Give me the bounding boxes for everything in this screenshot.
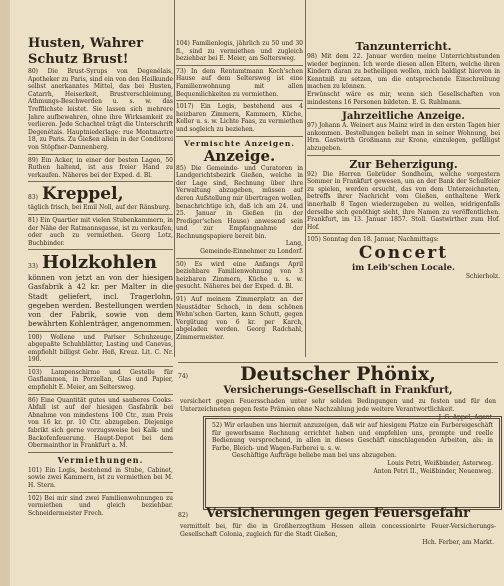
column-rule xyxy=(305,0,306,357)
signer-name: Lang, xyxy=(285,240,303,248)
column-middle xyxy=(176,40,303,360)
ad-98b: Erwünscht wäre es mir, wenn sich Gesellschaften von mindestens 16 Personen bildeten. E. G. Ruhlmann. xyxy=(307,90,500,106)
ad-98: 98) Mit dem 22. Januar werden meine Unterrichtsstunden wieder beginnen. Ich werde diesen allen Eltern, welche ihren Kindern daran zu betheiligen wollen, mich baldigst hiervon in Kenntniß zu setzen, um die entsprechende Einschreibung machen zu können. xyxy=(307,53,500,91)
ad-100: 100) Wollene und Pariser Schuhzeuge, abgepaßte Schuhblätter, Lasting und Canevas, empfiehlt billigst Gebr. Heß, Kreuz. Lit. C. Nr. 190. xyxy=(28,333,173,364)
tanz-title: Tanzunterricht. xyxy=(355,40,452,53)
ad-kreppel: täglich frisch, bei Emil Noll, auf der Ränsburg. xyxy=(28,204,171,212)
ad-holzkohlen: können von jetzt an von der hiesigen Gasfabrik à 42 kr. per Malter in die Stadt geliefert, incl. Tragerlohn, gegeben werden. Bestellungen werden von der Fabrik, sowie von dem bewährten Kohlenträger, angenommen. xyxy=(28,273,173,329)
column-left xyxy=(28,36,173,586)
ad-colonia xyxy=(178,506,498,566)
ad-104: 104) Familienlogis, jährlich zu 50 und 30 fl., sind zu vermiethen und zugleich beziehbar bei E. Meier, am Seltersweg. xyxy=(176,40,303,63)
colonia-title: Versicherungen gegen Feuersgefahr xyxy=(205,506,471,521)
kreppel-title: Kreppel, xyxy=(41,184,124,205)
colonia-agent: Hch. Ferber, am Markt. xyxy=(422,539,494,547)
concert-title: Concert xyxy=(358,242,449,263)
jahr-title: Jahrzeitliche Anzeige. xyxy=(342,111,465,123)
ad-101: 101) Ein Logis, bestehend in Stube, Cabinet, sowie zwei Kammern, ist zu vermiethen bei M. H. Stern. xyxy=(28,466,173,489)
phoenix-subtitle: Versicherungs-Gesellschaft in Frankfurt, xyxy=(223,385,453,396)
colonia-text: vermittelt bei, für die in Großherzogthum Hessen allein concessionirte Feuer-Versicherungs-Gesellschaft Colonia, zugleich für die Stadt Gießen, xyxy=(180,523,496,538)
concert-location: im Leib'schen Locale. xyxy=(352,262,455,273)
ad-86: 86) Eine Quantität gutes und sauberes Cooks-Abfall ist auf der hiesigen Gasfabrik bei Abnahme von mindestens 100 Ctr., zum Preis von 16 kr. pr. 10 Ctr. abzugeben. Diejenige fabrikt sich gerne vorzugsweise bei Kalk- und Backofenfeuerung. Haupt-Depot bei dem Obermainthor in Frankfurt a. M. xyxy=(28,396,173,450)
concert-organizer: Schierholz. xyxy=(465,272,500,280)
notice-signature-2: Anton Petri II., Weißbinder, Neuenweg. xyxy=(373,467,493,475)
ad-97: 97) Johann A. Weinert aus Mainz wird in den ersten Tagen hier ankommen. Bestellungen beliebt man in seiner Wohnung, bei Hrn. Gastwirth Großmann zur Krone, einzulegen, gefälligst abzugeben. xyxy=(307,122,500,152)
ad-103: 103) Lampenschirme und Gestelle für Gasflammen, in Porzellan, Glas und Papier, empfiehlt E. Meier, am Seltersweg. xyxy=(28,368,173,392)
ad-105: 105) Sonntag den 18. Januar, Nachmittags: xyxy=(307,236,439,244)
section-vermischte: Vermischte Anzeigen. xyxy=(184,138,295,148)
ad-92: 92) Die Herren Gebrüder Sondheim, welche vorgestern Sommer in Frankfurt gewesen, um an der Bank der Schulfeier zu spielen, werden ersucht, das von dem Unterzeichneten, betreffs ihrer Nachricht vom Gießen, enthaltene Werk innerhalb 8 Tagen wiederzugeben zu wollen, widrigenfalls derselbe sich genöthigt sieht, ihre Namen zu veröffentlichen. Frankfurt, im 13. Januar 1857. Stoll. Gastwirther zum Hof. Hof. xyxy=(307,170,500,231)
ad-no: 74) xyxy=(178,373,188,380)
ad-phoenix xyxy=(178,362,498,422)
anzeige-title: Anzeige. xyxy=(203,146,276,165)
ad-50: 50) Es wird eine Anfangs April beziehbare Familienwohnung von 3 heizbaren Zimmern, Küche u. s. w. gesucht. Näheres bei der Exped. d. Bl. xyxy=(176,260,303,291)
ad-no: 83) xyxy=(28,194,38,202)
phoenix-agent: J. G. Appel, Agent. xyxy=(438,414,494,422)
ad-102: 102) Bei mir sind zwei Familienwohnungen zu vermiethen und gleich beziehbar. Schneidermeister Frech. xyxy=(28,494,173,517)
column-rule xyxy=(174,0,175,357)
section-vermiethungen: Vermiethungen. xyxy=(57,454,144,465)
column-right xyxy=(307,40,500,360)
notice-text: 52) Wir erlauben uns hiermit anzuzeigen, daß wir auf hiesigem Platze ein Farbereigeschäft für gewerbsame Rechnung errichtet haben und empfehlen uns, prompte und reelle Bedienung versprechend, in allen in dieses Geschäft einschlagenden Arbeiten, als: in Farbe, Bleich- und Wagen-Farberei u. s. w. xyxy=(212,422,493,452)
signer-title: Gemeinde-Einnehmer zu Londorf. xyxy=(200,248,303,256)
ad-no: 82) xyxy=(178,512,188,519)
phoenix-text: versichert gegen Feuersschaden unter sehr soliden Bedingungen und zu festen und für den Unterzeichneten gegen feste Prämien ohne Nachzahlung jede weitere Verantwortlichkeit. xyxy=(180,398,496,413)
holz-title: Holzkohlen xyxy=(41,252,157,274)
husten-title: Husten, Wahrer Schutz Brust! xyxy=(28,36,144,67)
beherzigung-title: Zur Beherzigung. xyxy=(349,157,458,171)
ad-91: 91) Auf meinem Zimmerplatz an der Neustädter Schoch, in dem schönen Wehn'schen Garten, kann Schutt, gegen Vergütung von 6 kr. per Karch, abgeladen werden. Georg Radchahl, Zimmermeister. xyxy=(176,296,303,341)
phoenix-title: Deutscher Phönix, xyxy=(240,363,436,385)
page-edge xyxy=(0,0,10,586)
ad-73: 73) In dem Rentamtmann Koch'schen Hause auf dem Seltersweg ist eine Familienwohnung mit allen Bequemlichkeiten zu vermiethen. xyxy=(176,67,303,98)
ad-85: 85) Die Gemeinde- und Curatoren in Landgerichtsbezirk Gießen, welche in der Lage sind, Rechnung über ihre Verwaltung abzugeben, müssen auf deren Aufstellung mir übertragen wollen, benachrichtige ich, daß ich am 24. und 25. Januar in Gießen (in der Prediger'schen Hause) anwesend sein und zur Empfangnahme der Rechnungspapiere bereit bin. xyxy=(176,164,303,240)
ad-husten: 80) Die Brust-Syrups von Degenélais, Apotheker zu Paris, sind ein von den Heilkunde selbst anerkanntes Mittel, das bei Husten, Catarrh, Heiserkeit, Brustverschleimung, Athmungs-Beschwerden u. s. w. das Trefflichste leistet. Sie lassen sich mehrere Jahre aufbewahren, ohne ihre Wirksamkeit zu verlieren. Jede Schachtel trägt die Unterschrift Degenétais. Hauptniederlage: rue Montmartre 18, zu Paris. Zu Gießen allein in der Conditorei von Stöpfner-Dannenberg. xyxy=(28,68,173,151)
ad-1017: 1017) Ein Logis, bestehend aus 4 heizbaren Zimmern, Kammern, Küche, Keller u. s. w. Lichte Faas, zu vermiethen und sogleich zu beziehen. xyxy=(176,103,303,133)
notice-text-2: Geschäftige Aufträge beliebe man bei uns abzugeben. xyxy=(232,452,397,460)
ad-81: 81) Ein Quartier mit vielen Stubenkammern, in der Nähe der Ratmannsgasse, ist zu verkaufen, oder auch zu vermiethen. Georg Lotz, Buchbinder. xyxy=(28,216,173,247)
notice-signature-1: Louis Petri, Weißbinder, Asterweg. xyxy=(387,459,493,467)
ad-petri-framed xyxy=(203,416,502,510)
ad-no: 33) xyxy=(28,263,38,271)
ad-89: 89) Ein Acker, in einer der besten Lagen, 50 Ruthen haltend, ist aus freier Hand zu verkaufen. Näheres bei der Exped. d. Bl. xyxy=(28,156,173,179)
